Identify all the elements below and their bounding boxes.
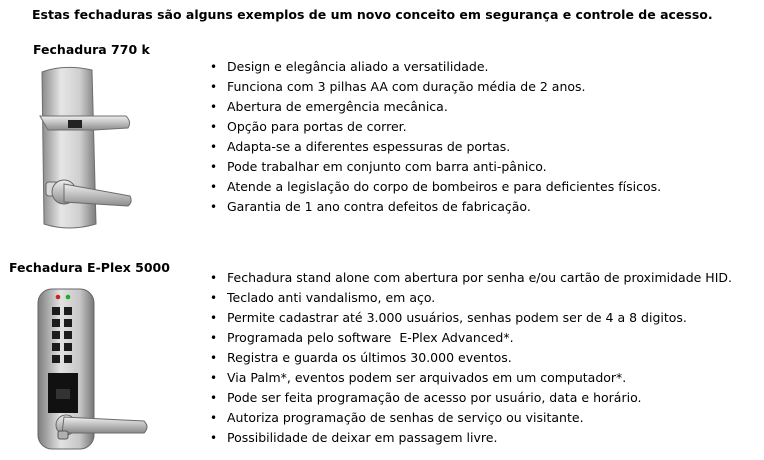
bullet-icon: • xyxy=(210,351,218,365)
bullet-icon: • xyxy=(210,411,218,425)
product-title-eplex5000: Fechadura E-Plex 5000 xyxy=(9,260,170,275)
list-item: • Atende a legislação do corpo de bombeiros e para deficientes físicos. xyxy=(210,177,661,197)
lock-770k-image xyxy=(34,64,134,238)
list-item: • Programada pelo software E-Plex Advanced*. xyxy=(210,328,732,348)
list-item: • Design e elegância aliado a versatilidade. xyxy=(210,57,661,77)
list-item: • Garantia de 1 ano contra defeitos de fabricação. xyxy=(210,197,661,217)
intro-text: Estas fechaduras são alguns exemplos de um novo conceito em segurança e controle de acesso. xyxy=(32,7,713,22)
bullet-icon: • xyxy=(210,160,218,174)
list-item: • Autoriza programação de senhas de serviço ou visitante. xyxy=(210,408,732,428)
list-item: • Via Palm*, eventos podem ser arquivados em um computador*. xyxy=(210,368,732,388)
list-item: • Adapta-se a diferentes espessuras de portas. xyxy=(210,137,661,157)
bullet-icon: • xyxy=(210,391,218,405)
product-title-770k: Fechadura 770 k xyxy=(33,42,150,57)
list-item: • Possibilidade de deixar em passagem livre. xyxy=(210,428,732,448)
feature-list-770k xyxy=(210,57,661,217)
bullet-icon: • xyxy=(210,291,218,305)
list-item: • Fechadura stand alone com abertura por senha e/ou cartão de proximidade HID. xyxy=(210,268,732,288)
bullet-icon: • xyxy=(210,311,218,325)
bullet-icon: • xyxy=(210,371,218,385)
bullet-icon: • xyxy=(210,200,218,214)
bullet-icon: • xyxy=(210,140,218,154)
list-item: • Registra e guarda os últimos 30.000 eventos. xyxy=(210,348,732,368)
bullet-icon: • xyxy=(210,331,218,345)
list-item: • Teclado anti vandalismo, em aço. xyxy=(210,288,732,308)
bullet-icon: • xyxy=(210,271,218,285)
bullet-icon: • xyxy=(210,80,218,94)
bullet-icon: • xyxy=(210,120,218,134)
bullet-icon: • xyxy=(210,180,218,194)
feature-list-eplex5000 xyxy=(210,268,732,448)
list-item: • Permite cadastrar até 3.000 usuários, senhas podem ser de 4 a 8 digitos. xyxy=(210,308,732,328)
lock-eplex5000-image xyxy=(32,285,152,459)
list-item: • Abertura de emergência mecânica. xyxy=(210,97,661,117)
bullet-icon: • xyxy=(210,60,218,74)
list-item: • Opção para portas de correr. xyxy=(210,117,661,137)
bullet-icon: • xyxy=(210,431,218,445)
list-item: • Pode trabalhar em conjunto com barra anti-pânico. xyxy=(210,157,661,177)
list-item: • Funciona com 3 pilhas AA com duração média de 2 anos. xyxy=(210,77,661,97)
bullet-icon: • xyxy=(210,100,218,114)
list-item: • Pode ser feita programação de acesso por usuário, data e horário. xyxy=(210,388,732,408)
